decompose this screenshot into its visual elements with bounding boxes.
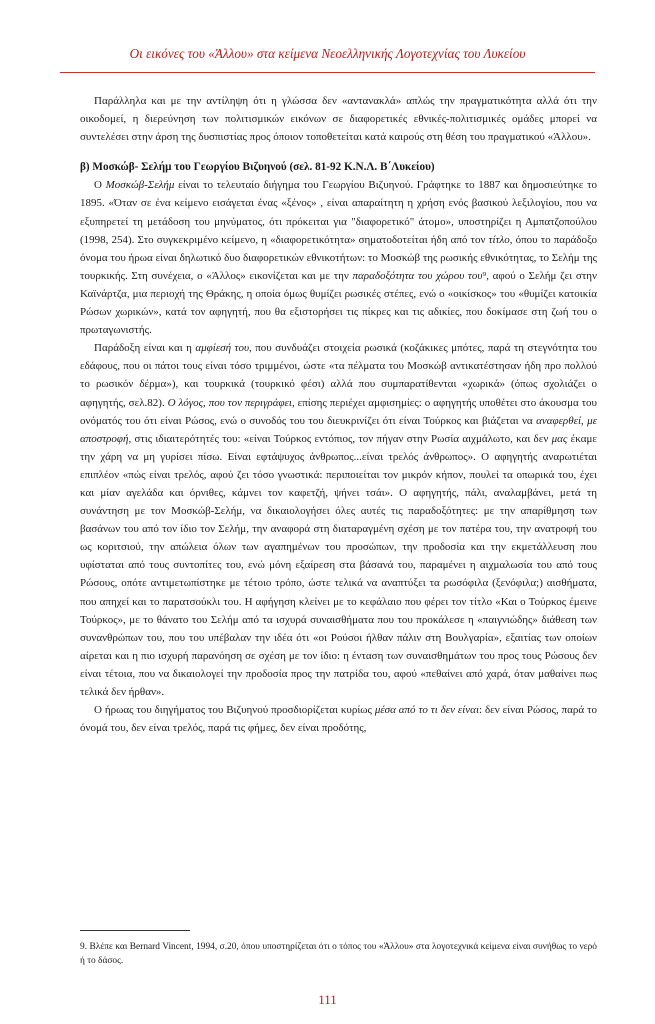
p1-text-d: , όπου το παράδοξο όνομα του ήρωα είναι δηλωτικό δυο διαφορετικών εθνικοτήτων: το Μοσκώβ της ρωσικής εθνικότητας, το Σελήμ της τουρκικής. Στη συνέχεια, ο «Άλλος» εικονίζεται και με την [80, 233, 597, 282]
p2-text-a: Παράδοξη είναι και η [94, 342, 196, 355]
p2-text-c: , που συνδυάζει στοιχεία ρωσικά (κοζάκικες μπότες, παρά τη στεγνότητα του εδάφους, που οι πάτοι τους είναι τόσο τριμμένοι, ώστε «τα πέλματα του Μοσκώβ αντικατέστησαν ήδη προ πολλού το ρωσικόν δέρμα»), και τουρκικά (τουρκικό φέσι) αλλά που συμπαρατίθενται «χωρικά» (όπως σχολιάζει ο αφηγητής, σελ.82). [80, 342, 598, 409]
p1-text-f: ⁹, αφού ο Σελήμ ζει στην Καϊνάρτζα, μια περιοχή της Θράκης, η οποία όμως θυμίζει ρωσικές στέπες, ενώ ο «οικίσκος» του «θυμίζει κατοικία Ρώσων χωρικών», κατά τον αφηγητή, που θα εξιστορήσει τις πίκρες και τις αδικίες, που δοκίμασε στη ζωή του ο πρωταγωνιστής. [80, 269, 597, 337]
running-header: Οι εικόνες του «Άλλου» στα κείμενα Νεοελληνικής Λογοτεχνίας του Λυκείου [129, 46, 526, 61]
p1-italic-title-word: τίτλο [488, 233, 510, 246]
p1-text-b: είναι το τελευταίο διήγημα του Γεωργίου Βιζυηνού. Γράφτηκε το 1887 και δημοσιεύτηκε το 1895. «Όταν σε ένα κείμενο εισάγεται ένας «ξένος» , είναι απαραίτητη η χρήση ενός βασικού λεξιλογίου, που να εξυπηρετεί τη μετάδοση του μηνύματος, ότι πρόκειται για "διαφορετικό" άτομο», υποστηρίζει η Αμπατζοπούλου (1998, 254). Στο συγκεκριμένο κείμενο, η «διαφορετικότητα» σηματοδοτείται ήδη από τον [80, 179, 597, 246]
footnote-rule [80, 930, 190, 931]
p2-text-e: , επίσης περιέχει αμφισημίες: ο αφηγητής υποθέτει στο άκουσμα του ονόματός του ότι είναι Ρώσος, ενώ ο συνοδός του του διευκρινίζει ότι είναι Τούρκος και βιάζεται να [80, 396, 598, 427]
p1-text-a: Ο [94, 179, 106, 192]
p2-italic-speech: Ο λόγος, που τον περιγράφει [167, 396, 292, 409]
p1-italic-space: παραδοξότητα του χώρου του [352, 269, 483, 282]
p3-text-c: : δεν είναι Ρώσος, παρά το όνομά του, δεν είναι τρελός, παρά τις φήμες, δεν είναι προδότης, [80, 704, 598, 735]
section-title: β) Μοσκώβ- Σελήμ του Γεωργίου Βιζυηνού (σελ. 81-92 Κ.Ν.Λ. Β΄Λυκείου) [80, 161, 435, 174]
main-text [80, 92, 597, 737]
p3-text-a: Ο ήρωας του διηγήματος του Βιζυηνού προσδιορίζεται κυρίως [94, 704, 375, 717]
paragraph-1 [80, 176, 597, 339]
p2-text-g: , στις ιδιαιτερότητές του: «είναι Τούρκος εντόπιος, τον πήγαν στην Ρωσία αιχμάλωτο, και δεν [128, 432, 552, 445]
p2-text-i: έκαμε την χάρη να μη γυρίσει πίσω. Είναι εφτάψυχος άνθρωπος...είναι τρελός άνθρωπος». Ο αφηγητής αναρωτιέται επιπλέον «πώς είναι τρελός, αφού ζει τόσο γνωστικά: περιποιείται τον μικρόν κήπον, πουλεί τα οπωρικά του, έχει και μίαν αγελάδα και όρνιθες, κάμνει τον καφετζή, ψήνει τσάι». Ο αφηγητής, πάλι, αναλαμβάνει, μετά τη συνάντηση με τον Μοσκώβ-Σελήμ, να δικαιολογήσει όλες αυτές τις παραδοξότητες: με την απαρίθμηση των βασάνων του από τον ίδιο τον Σελήμ, την αναφορά στη διαταραγμένη σχέση με τον πατέρα του, την ανατροφή του ως κοριτσιού, την απώλεια όλων των αγαπημένων του προσώπων, την προδοσία και την εκμετάλλευση που υφίσταται από τους συντοπίτες του, ενώ μόνη εξαίρεση στα βάσανά του, παραμένει η αιχμαλωσία του από τους Ρώσους, οπότε αντιμετωπίστηκε με τέτοιο τρόπο, ώστε τελικά να αναπτύξει τα ρωσόφιλα (ξενόφιλα;) αισθήματα, που απηχεί και το παρατσούκλι του. Η αφήγηση κλείνει με το κεφάλαιο που φέρει τον τίτλο «Και ο Τούρκος έμεινε Τούρκος», με το θάνατο του Σελήμ από τα ισχυρά συναισθήματα που του προκάλεσε η «παιγνιώδης» διάθεση των συνανθρώπων του, που του υπέβαλαν την ιδέα ότι «οι Ρούσοι ήλθαν πάλιν στη Βουλγαρία», εξαιτίας των οποίων αίρεται και η πιο ισχυρή παρανόηση σε σχέση με τον ίδιο: η ένταση των συναισθημάτων του προς τους Ρώσους δεν είναι τέτοια, που να δικαιολογεί την προδοσία προς την πατρίδα του, αφού «πεθαίνει από χαρά, όταν μαθαίνει πως τελικά δεν ήρθαν». [80, 432, 597, 698]
footnote: 9. Βλέπε και Bernard Vincent, 1994, σ.20, όπου υποστηρίζεται ότι ο τόπος του «Άλλου» στα λογοτεχνικά κείμενα είναι συνήθως το νερό ή το δάσος. [80, 942, 597, 966]
p3-italic-what-not: μέσα από το τι δεν είναι [374, 704, 480, 717]
p2-italic-attire: αμφίεσή του [195, 342, 250, 355]
story-title-italic: Μοσκώβ-Σελήμ [105, 179, 175, 192]
page-number: 111 [318, 992, 337, 1007]
paragraph-2 [80, 339, 597, 701]
p2-italic-us: μας [551, 432, 568, 445]
header-rule [60, 72, 595, 73]
paragraph-3 [80, 701, 597, 737]
p2-italic-aversion: αναφερθεί, με αποστροφή [80, 414, 597, 445]
intro-paragraph: Παράλληλα και με την αντίληψη ότι η γλώσσα δεν «αντανακλά» απλώς την πραγματικότητα αλλά ότι την οικοδομεί, η διερεύνηση των πολιτισμικών εικόνων σε διαφορετικές εθνικές-πολιτισμικές ομάδες μπορεί να συντελέσει στην άρση της δυσπιστίας προς όποιον τοποθετείται κατά καιρούς στη θέση του πραγματικού «Άλλου». [80, 95, 597, 144]
